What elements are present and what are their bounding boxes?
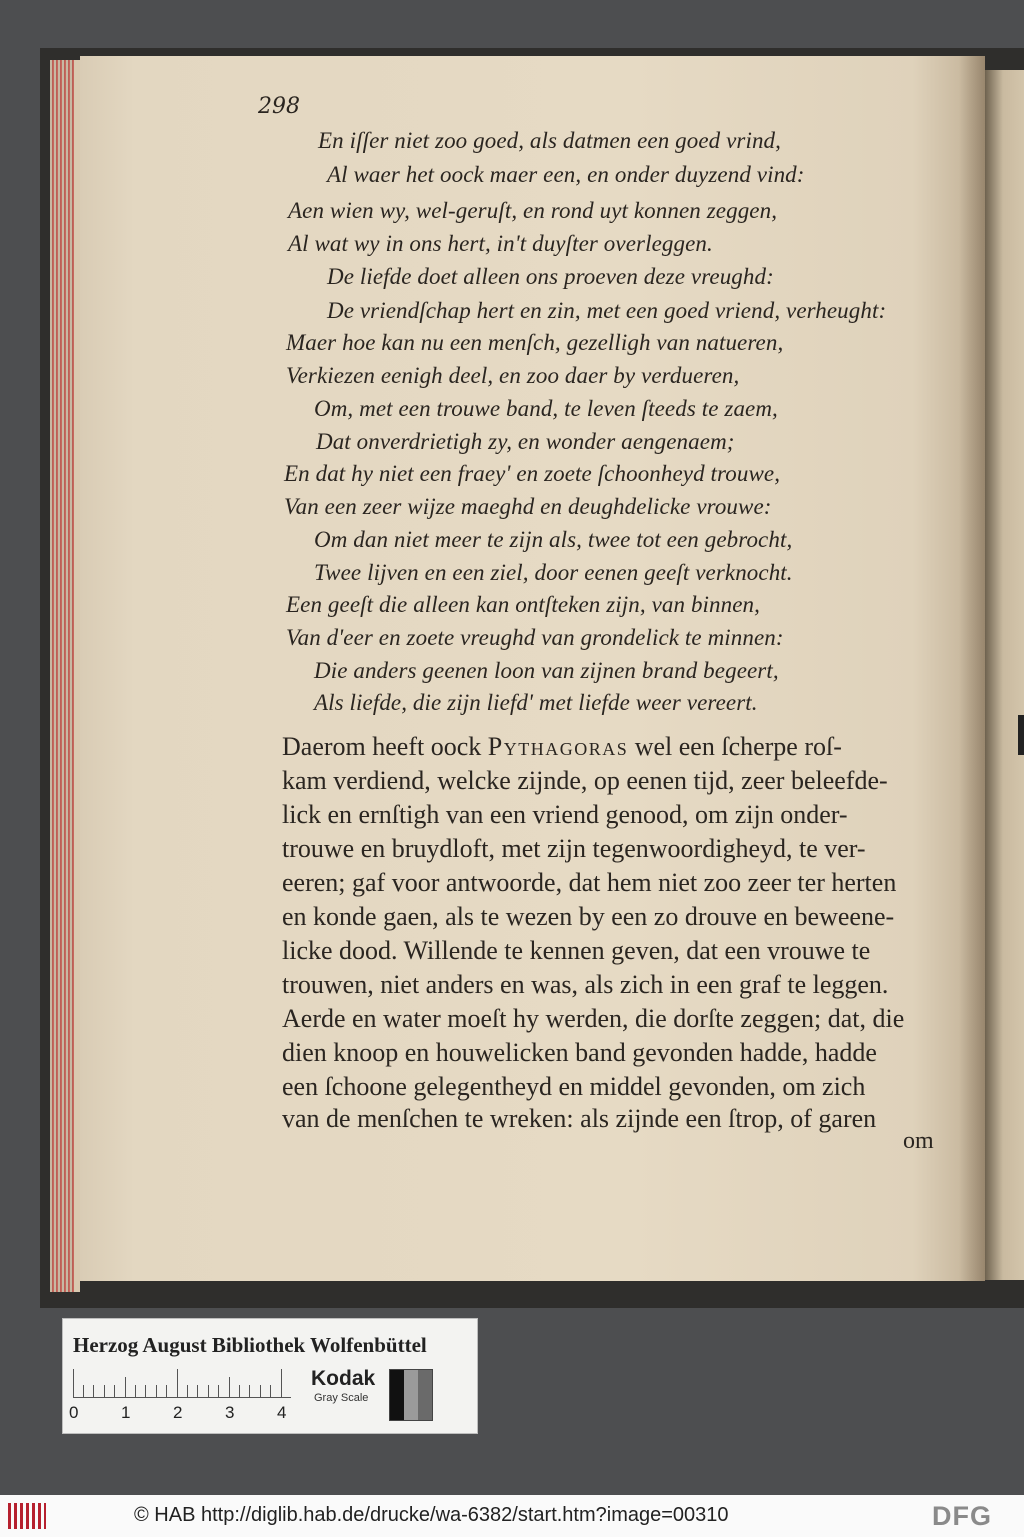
poem-line: Om dan niet meer te zijn als, twee tot een gebrocht,	[314, 527, 793, 552]
poem-line: En dat hy niet een fraey' en zoete ſchoonheyd trouwe,	[284, 461, 781, 486]
poem-line: Al waer het oock maer een, en onder duyzend vind:	[327, 162, 805, 187]
page-edges	[50, 60, 74, 1292]
prose-text: Daerom heeft oock	[282, 732, 488, 761]
poem-line: Maer hoe kan nu een menſch, gezelligh van natueren,	[286, 330, 784, 355]
poem-line: De vriendſchap hert en zin, met een goed vriend, verheught:	[327, 298, 887, 323]
prose-line: lick en ernſtigh van een vriend genood, om zijn onder-	[282, 800, 848, 829]
prose-line: Aerde en water moeſt hy werden, die dorſte zeggen; dat, die	[282, 1004, 905, 1033]
prose-text: wel een ſcherpe roſ-	[628, 732, 842, 761]
prose-line: en konde gaen, als te wezen by een zo drouve en beweene-	[282, 902, 895, 931]
poem-line: Als liefde, die zijn liefd' met liefde weer vereert.	[314, 690, 758, 715]
kodak-logo: Kodak	[311, 1367, 376, 1390]
prose-line	[282, 732, 842, 762]
ruler-number: 4	[277, 1403, 287, 1422]
catchword: om	[903, 1128, 934, 1154]
color-calibration-card	[62, 1318, 478, 1434]
footer-bar	[0, 1495, 1024, 1537]
poem-line: En iſſer niet zoo goed, als datmen een goed vrind,	[318, 128, 782, 153]
copyright-link[interactable]: © HAB http://diglib.hab.de/drucke/wa-6382/start.htm?image=00310	[134, 1504, 729, 1526]
ruler	[73, 1369, 291, 1398]
poem-line: Die anders geenen loon van zijnen brand begeert,	[314, 658, 779, 683]
ruler-number: 0	[69, 1403, 79, 1422]
prose-line: een ſchoone gelegentheyd en middel gevonden, om zich	[282, 1072, 866, 1101]
gray-scale-swatch	[389, 1369, 433, 1421]
poem-line: Van een zeer wijze maeghd en deughdelicke vrouwe:	[284, 494, 772, 519]
poem-line: De liefde doet alleen ons proeven deze vreughd:	[327, 264, 774, 289]
library-name: Herzog August Bibliothek Wolfenbüttel	[73, 1333, 427, 1357]
dfg-logo: DFG	[932, 1501, 992, 1531]
prose-line: trouwe en bruydloft, met zijn tegenwoordigheyd, te ver-	[282, 834, 866, 863]
poem-line: Verkiezen eenigh deel, en zoo daer by verdueren,	[286, 363, 740, 388]
prose-line: dien knoop en houwelicken band gevonden hadde, hadde	[282, 1038, 877, 1067]
prose-line: licke dood. Willende te kennen geven, dat een vrouwe te	[282, 936, 871, 965]
proper-name: Pythagoras	[487, 732, 629, 761]
prose-line: trouwen, niet anders en was, als zich in een graf te leggen.	[282, 970, 889, 999]
gray-scale-label: Gray Scale	[314, 1392, 369, 1404]
ruler-number: 2	[173, 1403, 183, 1422]
ruler-number: 1	[121, 1403, 131, 1422]
poem-line: Een geeſt die alleen kan ontſteken zijn, van binnen,	[286, 592, 760, 617]
poem-line: Om, met een trouwe band, te leven ſteeds te zaem,	[314, 396, 778, 421]
poem-line: Dat onverdrietigh zy, en wonder aengenaem;	[316, 429, 735, 454]
prose-line: eeren; gaf voor antwoorde, dat hem niet zoo zeer ter herten	[282, 868, 897, 897]
page-number: 298	[258, 94, 300, 119]
prose-line: kam verdiend, welcke zijnde, op eenen tijd, zeer beleefde-	[282, 766, 888, 795]
poem-line: Aen wien wy, wel-geruſt, en rond uyt konnen zeggen,	[288, 198, 778, 223]
facing-page-edge	[985, 70, 1024, 1280]
hab-logo-icon	[8, 1503, 46, 1529]
poem-line: Al wat wy in ons hert, in't duyſter overleggen.	[288, 231, 713, 256]
book-tab	[1018, 715, 1024, 755]
poem-line: Twee lijven en een ziel, door eenen geeſt verknocht.	[314, 560, 793, 585]
poem-line: Van d'eer en zoete vreughd van grondelick te minnen:	[286, 625, 784, 650]
prose-line: van de menſchen te wreken: als zijnde een ſtrop, of garen	[282, 1104, 877, 1133]
ruler-number: 3	[225, 1403, 235, 1422]
